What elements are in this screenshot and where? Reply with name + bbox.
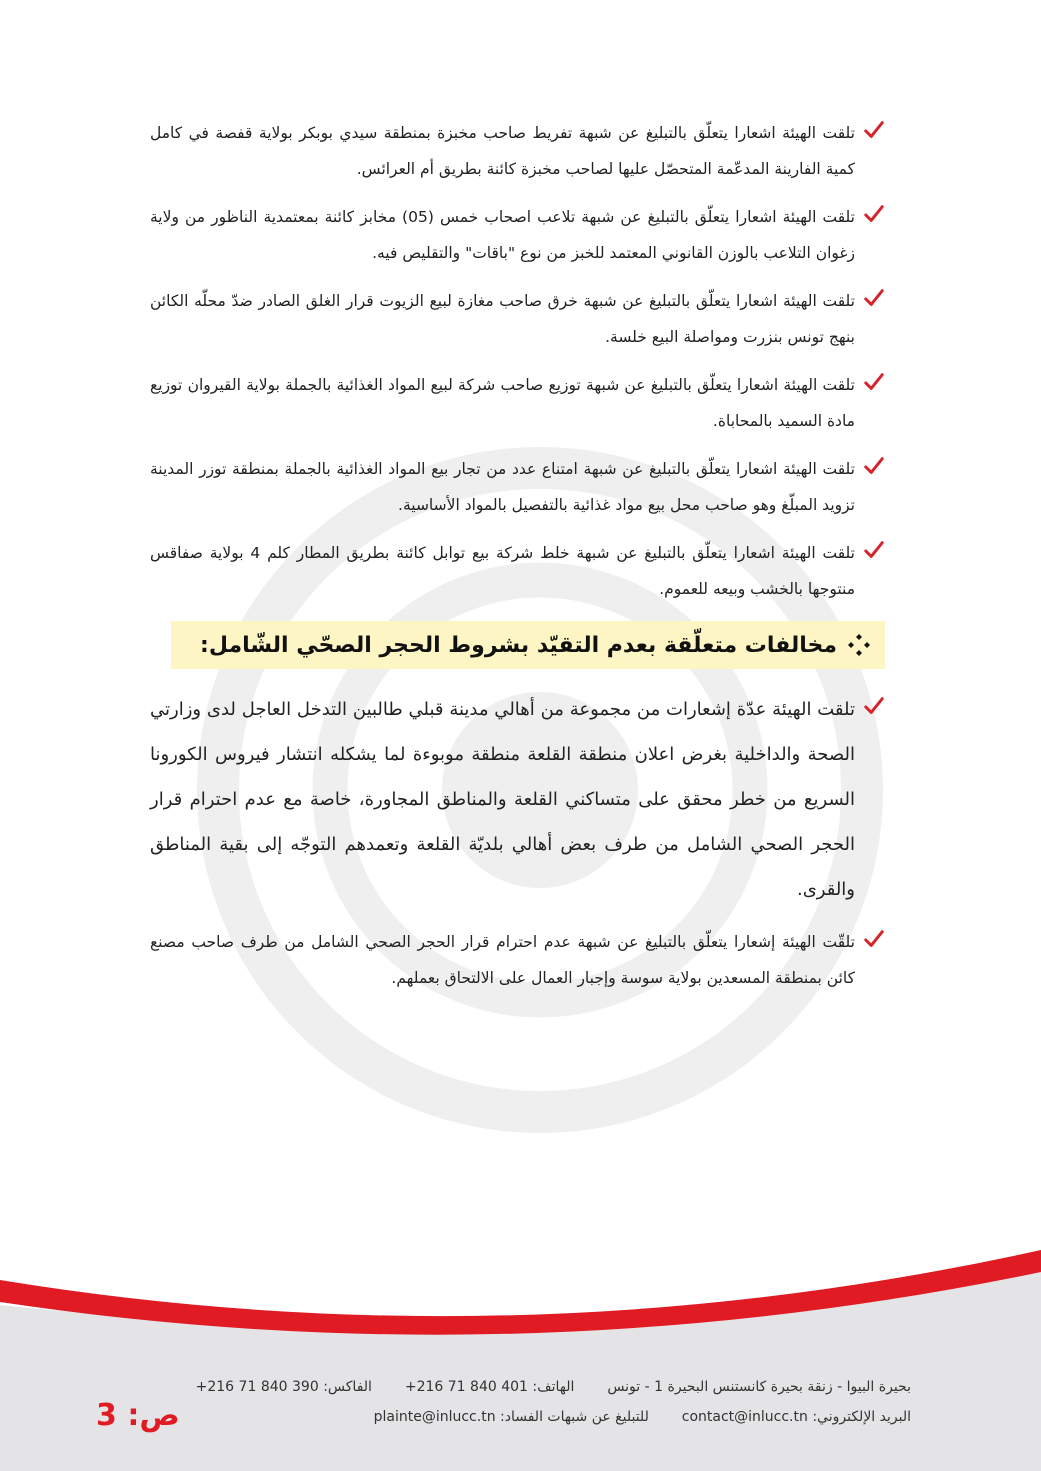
diamond-bullet-icon	[847, 633, 871, 657]
list-item	[150, 367, 885, 439]
footer-email-label: البريد الإلكتروني:	[812, 1409, 911, 1425]
list-item	[150, 924, 885, 996]
item-text: تلقت الهيئة اشعارا يتعلّق بالتبليغ عن شبهة امتناع عدد من تجار بيع المواد الغذائية بالجملة بمنطقة توزر المدينة تزويد المبلّغ وهو صاحب محل بيع مواد غذائية بالتفصيل بالمواد الأساسية.	[150, 460, 855, 514]
footer-band	[0, 1250, 1041, 1471]
section-heading	[171, 621, 885, 669]
page-number: ص: 3	[96, 1398, 180, 1433]
item-text: تلقت الهيئة اشعارا يتعلّق بالتبليغ عن شبهة تفريط صاحب مخبزة بمنطقة سيدي بوبكر بولاية قفصة في كامل كمية الفارينة المدعّمة المتحصّل عليها لصاحب مخبزة كائنة بطريق أم العرائس.	[150, 124, 855, 178]
list-item	[150, 199, 885, 271]
footer-email-link[interactable]: contact@inlucc.tn	[681, 1409, 808, 1425]
list-item	[150, 115, 885, 187]
list-item	[150, 283, 885, 355]
report-content	[150, 115, 885, 996]
footer-phone: الهاتف: 401 840 71 216+	[404, 1379, 575, 1395]
checkmark-icon	[863, 371, 885, 393]
item-text: تلقت الهيئة اشعارا يتعلّق بالتبليغ عن شبهة توزيع صاحب شركة لبيع المواد الغذائية بالجملة بولاية القيروان توزيع مادة السميد بالمحاباة.	[150, 376, 855, 430]
footer-address-line	[196, 1372, 911, 1402]
checkmark-icon	[863, 928, 885, 950]
list-item	[150, 687, 885, 912]
item-text: تلقت الهيئة اشعارا يتعلّق بالتبليغ عن شبهة خرق صاحب مغازة لبيع الزيوت قرار الغلق الصادر ضدّ محلّه الكائن بنهج تونس بنزرت ومواصلة البيع خلسة.	[150, 292, 855, 346]
item-text: تلقت الهيئة اشعارا يتعلّق بالتبليغ عن شبهة تلاعب اصحاب خمس (05) مخابز كائنة بمعتمدية الناظور من ولاية زغوان التلاعب بالوزن القانوني المعتمد للخبز من نوع "باقات" والتقليص فيه.	[150, 208, 855, 262]
section-heading-text: مخالفات متعلّقة بعدم التقيّد بشروط الحجر الصحّي الشّامل:	[200, 632, 837, 658]
footer-report-email-link[interactable]: plainte@inlucc.tn	[373, 1409, 496, 1425]
checkmark-icon	[863, 287, 885, 309]
list-item	[150, 535, 885, 607]
footer-fax: الفاكس: 390 840 71 216+	[195, 1379, 372, 1395]
checkmark-icon	[863, 203, 885, 225]
item-text: تلقت الهيئة عدّة إشعارات من مجموعة من أهالي مدينة قبلي طالبين التدخل العاجل لدى وزارتي الصحة والداخلية بغرض اعلان منطقة القلعة منطقة موبوءة لما يشكله انتشار فيروس الكورونا السريع من خطر محقق على متساكني القلعة والمناطق المجاورة، خاصة مع عدم احترام قرار الحجر الصحي الشامل من طرف بعض أهالي بلديّة القلعة وتعمدهم التوجّه إلى بقية المناطق والقرى.	[150, 699, 855, 900]
checkmark-icon	[863, 455, 885, 477]
footer-contact	[196, 1372, 911, 1432]
list-item	[150, 451, 885, 523]
checkmark-icon	[863, 539, 885, 561]
item-text: تلقّت الهيئة إشعارا يتعلّق بالتبليغ عن شبهة عدم احترام قرار الحجر الصحي الشامل من طرف صاحب مصنع كائن بمنطقة المسعدين بولاية سوسة وإجبار العمال على الالتحاق بعملهم.	[150, 933, 855, 987]
footer-address: بحيرة البيوا - زنقة بحيرة كانستنس البحيرة 1 - تونس	[607, 1379, 911, 1395]
item-text: تلقت الهيئة اشعارا يتعلّق بالتبليغ عن شبهة خلط شركة بيع توابل كائنة بطريق المطار كلم 4 بولاية صفاقس منتوجها بالخشب وبيعه للعموم.	[150, 544, 855, 598]
checkmark-icon	[863, 695, 885, 717]
footer-email-line	[196, 1402, 911, 1432]
checkmark-icon	[863, 119, 885, 141]
footer-report-label: للتبليغ عن شبهات الفساد:	[500, 1409, 649, 1425]
